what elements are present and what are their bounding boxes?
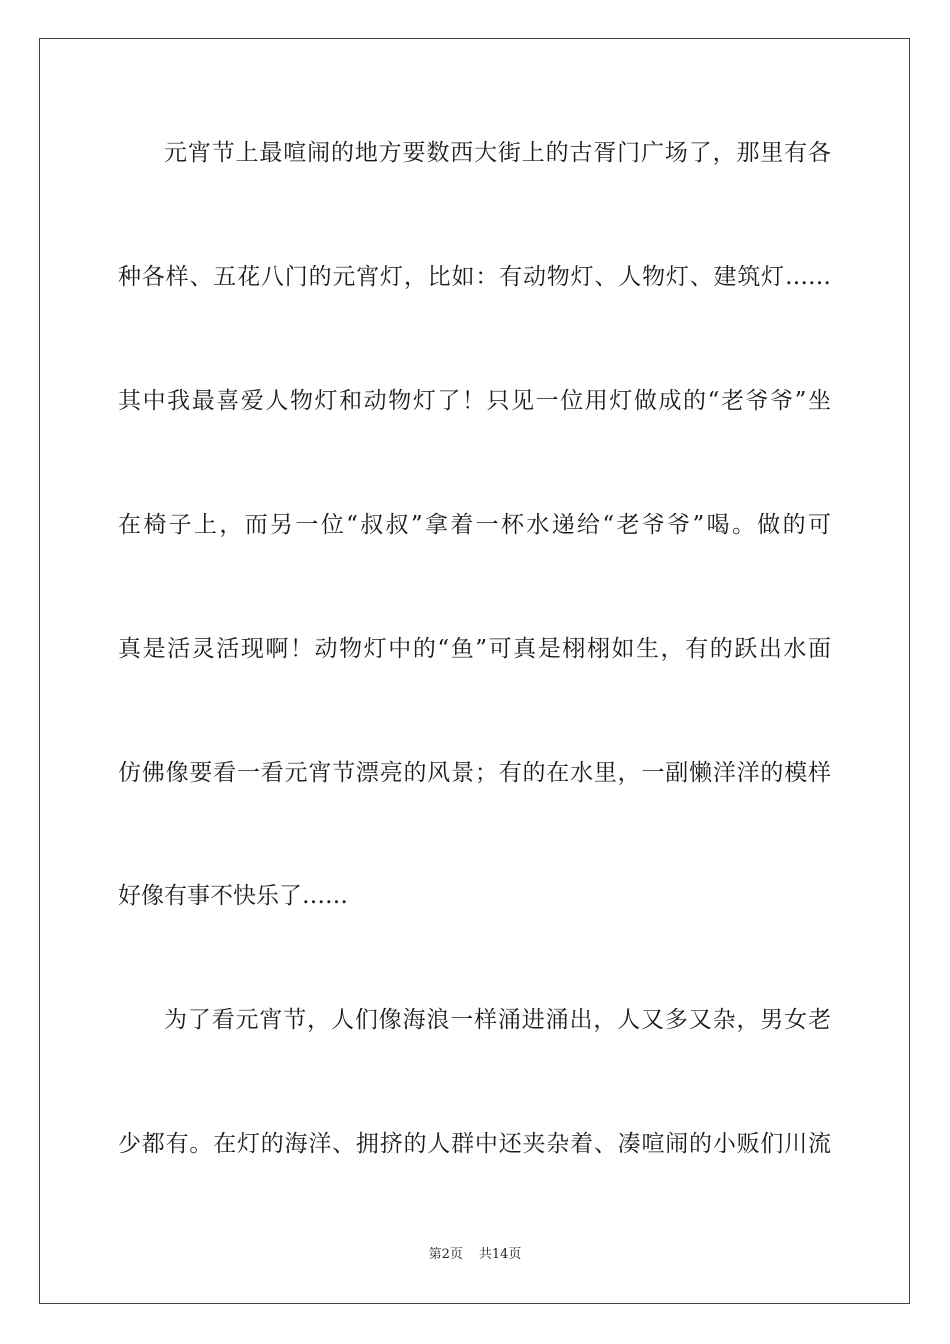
paragraph-1-line-4: 在椅子上，而另一位“叔叔”拿着一杯水递给“老爷爷”喝。做的可 [118, 512, 831, 538]
page-total: 共14页 [478, 1247, 522, 1262]
paragraph-1-line-7: 好像有事不快乐了…… [118, 883, 348, 909]
page-number: 第2页 [428, 1247, 463, 1262]
paragraph-2-line-1: 为了看元宵节，人们像海浪一样涌进涌出，人又多又杂，男女老 [164, 1007, 831, 1033]
paragraph-1-line-1: 元宵节上最喧闹的地方要数西大街上的古胥门广场了，那里有各 [164, 140, 831, 166]
page-footer [0, 1246, 950, 1264]
page-border [39, 38, 910, 1304]
paragraph-1-line-5: 真是活灵活现啊！动物灯中的“鱼”可真是栩栩如生，有的跃出水面 [118, 636, 831, 662]
paragraph-1-line-6: 仿佛像要看一看元宵节漂亮的风景；有的在水里，一副懒洋洋的模样 [118, 760, 831, 786]
paragraph-1-line-3: 其中我最喜爱人物灯和动物灯了！只见一位用灯做成的“老爷爷”坐 [118, 388, 831, 414]
paragraph-2-line-2: 少都有。在灯的海洋、拥挤的人群中还夹杂着、凑喧闹的小贩们川流 [118, 1131, 831, 1157]
paragraph-1-line-2: 种各样、五花八门的元宵灯，比如：有动物灯、人物灯、建筑灯…… [118, 264, 831, 290]
